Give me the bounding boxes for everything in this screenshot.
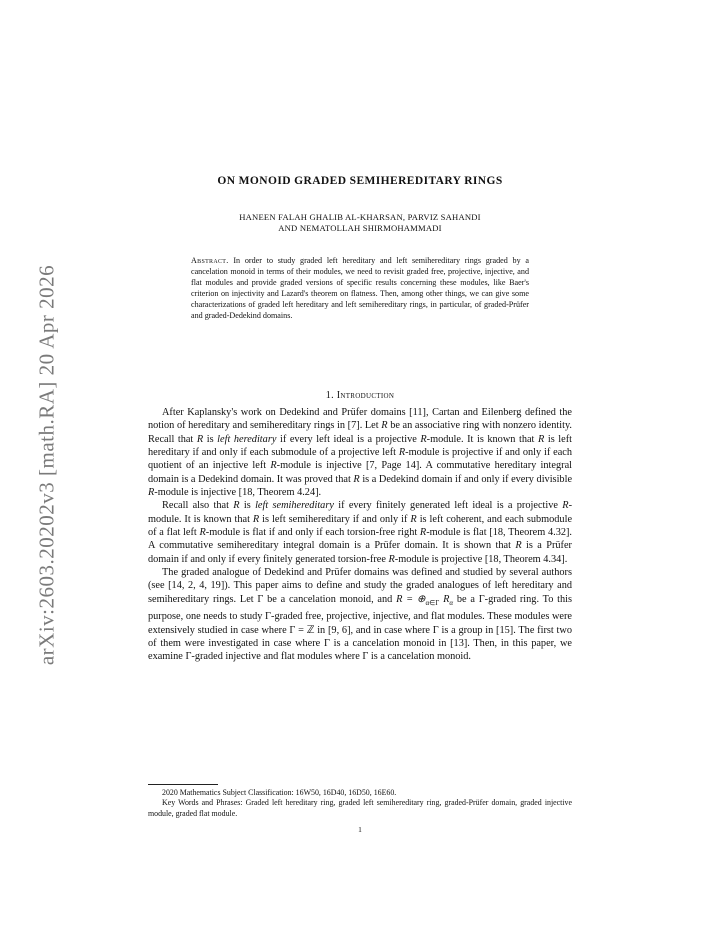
footnote-keywords: Key Words and Phrases: Graded left hereditary ring, graded left semihereditary ring, graded-Prüfer domain, graded injective module, graded flat module. bbox=[148, 798, 572, 818]
abstract bbox=[191, 255, 529, 321]
author-line-1: HANEEN FALAH GHALIB AL-KHARSAN, PARVIZ SAHANDI bbox=[239, 212, 481, 222]
section-title: Introduction bbox=[336, 390, 395, 401]
term-left-semihereditary: left semihereditary bbox=[255, 500, 334, 512]
author-list bbox=[0, 212, 720, 234]
author-line-2: AND NEMATOLLAH SHIRMOHAMMADI bbox=[278, 223, 442, 233]
paragraph-3: The graded analogue of Dedekind and Prüfer domains was defined and studied by several authors (see [14, 2, 4, 19]). This paper aims to define and study the graded analogues of left hereditary and semihereditary rings. Let Γ be a cancelation monoid, and $R = \oplus_{\alpha\in\Gamma}$ $R_\alpha$ be a Γ-graded ring. To this purpose, one needs to study Γ-graded free, projective, injective, and flat modules. These modules were extensively studied in case where Γ = ℤ in [9, 6], and in case where Γ is a group in [15]. The first two of them were investigated in case where Γ is a cancelation monoid in [13]. Then, in this paper, we examine Γ-graded injective and flat modules where Γ is a cancelation monoid. bbox=[148, 567, 572, 663]
footnote-rule bbox=[148, 784, 218, 785]
footnotes bbox=[148, 788, 572, 819]
paper-title: ON MONOID GRADED SEMIHEREDITARY RINGS bbox=[217, 175, 503, 187]
direct-sum-formula: $R = \oplus_{\alpha\in\Gamma}$ $R_\alpha$ bbox=[396, 593, 454, 607]
paragraph-1: After Kaplansky's work on Dedekind and Prüfer domains [11], Cartan and Eilenberg defined the notion of hereditary and semihereditary rings in [7]. Let R be an associative ring with nonzero identity. Recall that R is left hereditary if every left ideal is a projective R-module. It is known that R is left hereditary if and only if each submodule of a projective left R-module is projective if and only if each quotient of an injective left R-module is injective [7, Page 14]. A commutative hereditary integral domain is a Dedekind domain. It was proved that R is a Dedekind domain if and only if every divisible R-module is injective [18, Theorem 4.24]. bbox=[148, 407, 573, 499]
footnote-msc: 2020 Mathematics Subject Classification: 16W50, 16D40, 16D50, 16E60. bbox=[162, 788, 397, 797]
section-heading bbox=[0, 390, 720, 401]
arxiv-identifier[interactable]: arXiv:2603.20202v3 [math.RA] 20 Apr 2026 bbox=[34, 264, 59, 666]
abstract-text: In order to study graded left hereditary and left semihereditary rings graded by a cancelation monoid in terms of their modules, we need to revisit graded free, projective, injective, and flat modules and provide graded versions of specific results concerning these modules, like Baer's criterion on injectivity and Lazard's theorem on flatness. Then, among other things, we can give some characterizations of graded left hereditary and left semihereditary rings, in particular, of graded-Prüfer and graded-Dedekind domains. bbox=[191, 256, 529, 320]
section-number: 1. bbox=[325, 390, 334, 401]
abstract-label: Abstract. bbox=[191, 256, 229, 265]
page-number: 1 bbox=[358, 825, 362, 834]
body-text bbox=[148, 406, 572, 664]
paragraph-2: Recall also that R is left semihereditary if every finitely generated left ideal is a projective R-module. It is known that R is left semihereditary if and only if R is left coherent, and each submodule of a flat left R-module is flat if and only if each torsion-free right R-module is flat [18, Theorem 4.32]. A commutative semihereditary integral domain is a Prüfer domain. It is shown that R is a Prüfer domain if and only if every finitely generated torsion-free R-module is projective [18, Theorem 4.34]. bbox=[148, 500, 573, 565]
term-left-hereditary: left hereditary bbox=[217, 433, 277, 445]
